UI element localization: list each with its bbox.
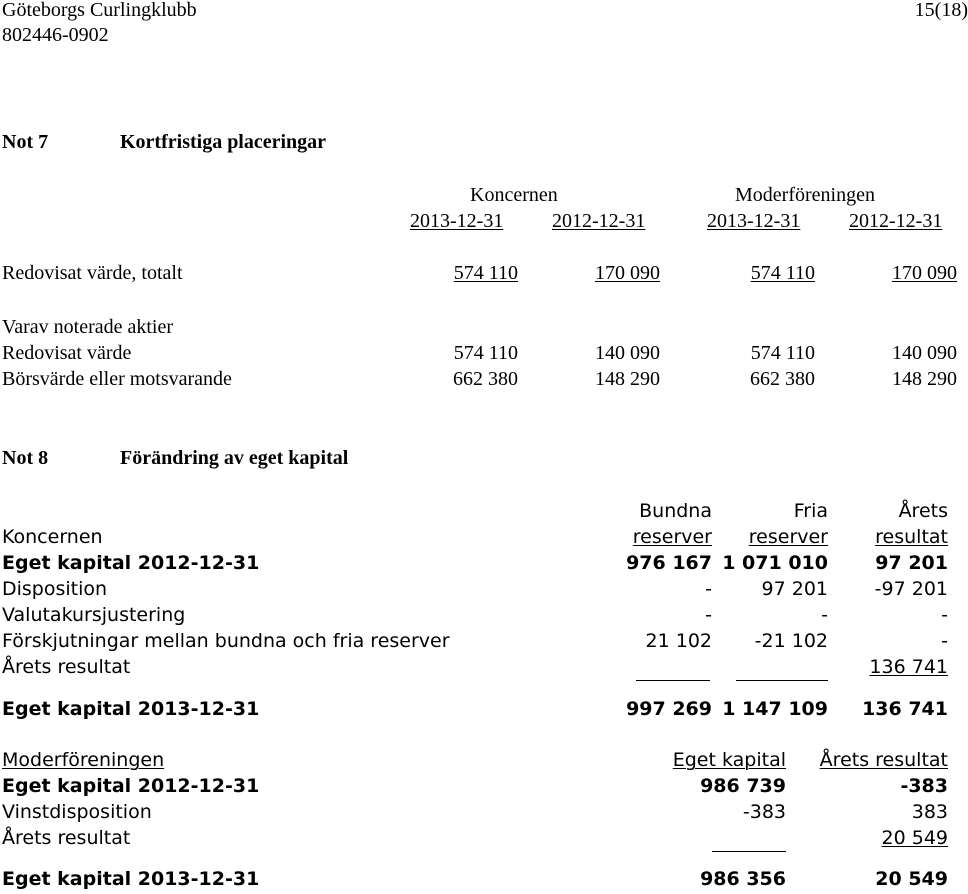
note8-title: Förändring av eget kapital	[120, 447, 349, 469]
mf-row-label: Årets resultat	[2, 827, 131, 849]
row-redovisat-label: Redovisat värde	[2, 342, 132, 364]
kc-total-fria: 1 147 109	[722, 698, 828, 720]
kc-row-label: Eget kapital 2012-12-31	[2, 552, 260, 574]
row-total-value-2: 170 090	[595, 262, 660, 284]
row-redovisat-value-4: 140 090	[892, 342, 957, 364]
kc-header-arets: Årets	[898, 500, 948, 522]
row-total-label: Redovisat värde, totalt	[2, 262, 183, 284]
kc-row-bundna: -	[705, 604, 712, 626]
subheading-noterade: Varav noterade aktier	[2, 316, 174, 338]
kc-header-fria: Fria	[793, 500, 828, 522]
kc-row-arets: -97 201	[874, 578, 948, 600]
kc-row-label: Valutakursjustering	[2, 604, 186, 626]
row-redovisat-value-1: 574 110	[453, 342, 518, 364]
row-total-value-4: 170 090	[892, 262, 957, 284]
kc-header-fria-reserver: reserver	[748, 526, 828, 548]
mf-section-label: Moderföreningen	[2, 749, 165, 771]
kc-total-label: Eget kapital 2013-12-31	[2, 698, 260, 720]
group-moderforeningen: Moderföreningen	[735, 184, 875, 206]
org-number: 802446-0902	[2, 24, 109, 46]
kc-row-fria: -21 102	[754, 630, 828, 652]
mf-total-eget-kapital: 986 356	[700, 868, 786, 890]
kc-row-arets: 97 201	[875, 552, 948, 574]
row-redovisat-value-2: 140 090	[595, 342, 660, 364]
mf-row-label: Eget kapital 2012-12-31	[2, 775, 260, 797]
mf-total-arets-resultat: 20 549	[875, 868, 948, 890]
row-borsvarde-label: Börsvärde eller motsvarande	[2, 368, 232, 390]
page-number: 15(18)	[914, 0, 968, 21]
kc-row-fria: 97 201	[761, 578, 828, 600]
kc-row-label: Disposition	[2, 578, 108, 600]
row-redovisat-value-3: 574 110	[750, 342, 815, 364]
kc-sum-rule-bundna	[636, 680, 710, 681]
col-date-1: 2013-12-31	[410, 210, 504, 232]
kc-row-bundna: 976 167	[626, 552, 712, 574]
kc-row-bundna: -	[705, 578, 712, 600]
kc-header-bundna: Bundna	[639, 500, 712, 522]
kc-header-arets-resultat: resultat	[875, 526, 948, 548]
kc-row-arets: -	[941, 630, 948, 652]
note7-label: Not 7	[2, 131, 49, 153]
mf-row-eget-kapital: -383	[742, 801, 786, 823]
mf-sum-rule-eget-kapital	[712, 851, 786, 852]
group-koncernen: Koncernen	[470, 184, 558, 206]
kc-row-arets: -	[941, 604, 948, 626]
kc-row-label: Årets resultat	[2, 656, 131, 678]
row-borsvarde-value-2: 148 290	[595, 368, 660, 390]
col-date-3: 2013-12-31	[707, 210, 801, 232]
row-total-value-3: 574 110	[750, 262, 815, 284]
org-name: Göteborgs Curlingklubb	[2, 0, 197, 21]
mf-total-label: Eget kapital 2013-12-31	[2, 868, 260, 890]
kc-section-label: Koncernen	[2, 526, 103, 548]
mf-row-arets-resultat: 383	[911, 801, 948, 823]
kc-sum-rule-fria	[736, 680, 828, 681]
row-borsvarde-value-4: 148 290	[892, 368, 957, 390]
mf-row-label: Vinstdisposition	[2, 801, 152, 823]
row-total-value-1: 574 110	[453, 262, 518, 284]
kc-row-fria: -	[821, 604, 828, 626]
kc-row-fria: 1 071 010	[722, 552, 828, 574]
row-borsvarde-value-1: 662 380	[453, 368, 518, 390]
kc-row-label: Förskjutningar mellan bundna och fria reserver	[2, 630, 450, 652]
mf-header-arets-resultat: Årets resultat	[819, 749, 948, 771]
kc-total-bundna: 997 269	[626, 698, 712, 720]
kc-total-arets: 136 741	[862, 698, 948, 720]
kc-row-bundna: 21 102	[645, 630, 712, 652]
mf-row-arets-resultat: 20 549	[881, 827, 948, 849]
note7-title: Kortfristiga placeringar	[120, 131, 327, 153]
kc-row-arets: 136 741	[869, 656, 948, 678]
note8-label: Not 8	[2, 447, 49, 469]
mf-row-eget-kapital: 986 739	[700, 775, 786, 797]
row-borsvarde-value-3: 662 380	[750, 368, 815, 390]
mf-row-arets-resultat: -383	[900, 775, 948, 797]
kc-header-bundna-reserver: reserver	[632, 526, 712, 548]
mf-header-eget-kapital: Eget kapital	[672, 749, 786, 771]
col-date-2: 2012-12-31	[552, 210, 646, 232]
col-date-4: 2012-12-31	[849, 210, 943, 232]
